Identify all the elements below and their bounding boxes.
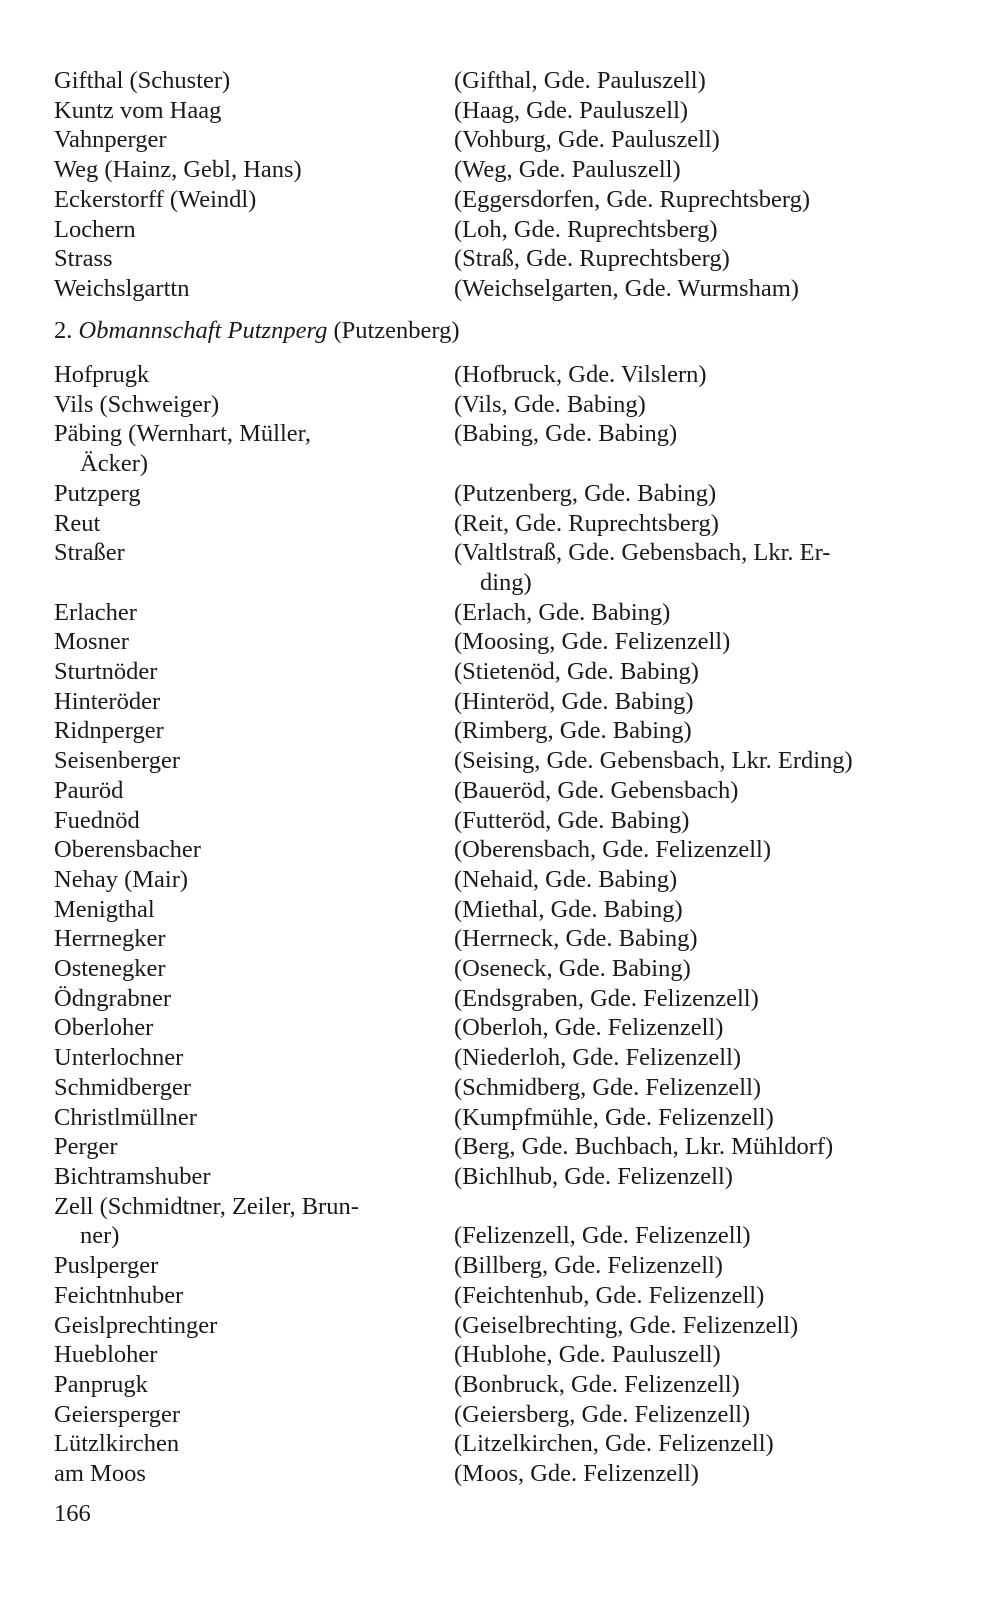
place-name: (Miethal, Gde. Babing): [454, 895, 683, 923]
owner-name: Oberloher: [54, 1014, 154, 1042]
place-name: (Oseneck, Gde. Babing): [454, 955, 691, 983]
section2-list: [54, 360, 934, 1489]
list-item: [54, 244, 934, 274]
list-item: [54, 1311, 934, 1341]
owner-name: Lochern: [54, 215, 136, 243]
place-name: (Gifthal, Gde. Pauluszell): [454, 67, 706, 94]
list-item: [54, 390, 934, 420]
owner-name: Sturtnöder: [54, 658, 158, 686]
place-name: (Bonbruck, Gde. Felizenzell): [454, 1370, 740, 1398]
owner-name: Kuntz vom Haag: [54, 96, 222, 124]
place-name: (Putzenberg, Gde. Babing): [454, 479, 717, 507]
list-item: [54, 984, 934, 1014]
list-item: [54, 657, 934, 687]
place-name-continuation: ding): [480, 568, 532, 596]
place-name: (Oberensbach, Gde. Felizenzell): [454, 836, 771, 864]
owner-name: Putzperg: [54, 479, 141, 507]
place-name: (Geiersberg, Gde. Felizenzell): [454, 1400, 751, 1428]
list-item: [54, 1400, 934, 1430]
list-item: [54, 538, 934, 597]
list-item: [54, 1013, 934, 1043]
list-item: [54, 1192, 934, 1251]
list-item: [54, 125, 934, 155]
place-name: (Niederloh, Gde. Felizenzell): [454, 1044, 742, 1072]
place-name: (Vils, Gde. Babing): [454, 390, 646, 418]
owner-name: Gifthal (Schuster): [54, 67, 231, 94]
owner-name-line: Zell (Schmidtner, Zeiler, Brun-: [54, 1192, 359, 1220]
place-name: (Schmidberg, Gde. Felizenzell): [454, 1073, 762, 1101]
place-name: (Hofbruck, Gde. Vilslern): [454, 361, 707, 388]
owner-name: Erlacher: [54, 598, 137, 626]
owner-name: Geiersperger: [54, 1400, 181, 1428]
owner-name: Fuednöd: [54, 806, 140, 834]
list-item: [54, 598, 934, 628]
owner-name: [54, 419, 454, 478]
place-name: (Endsgraben, Gde. Felizenzell): [454, 984, 759, 1012]
owner-name: Unterlochner: [54, 1044, 184, 1072]
list-item: [54, 924, 934, 954]
place-name: (Erlach, Gde. Babing): [454, 598, 671, 626]
owner-name: Lützlkirchen: [54, 1430, 180, 1458]
list-item: [54, 96, 934, 126]
list-item: [54, 274, 934, 304]
list-item: [54, 1340, 934, 1370]
owner-name-continuation: ner): [80, 1222, 120, 1250]
place-name: (Loh, Gde. Ruprechtsberg): [454, 215, 718, 243]
section-subtitle: (Putzenberg): [333, 317, 460, 344]
list-item: [54, 360, 934, 390]
section-number: 2.: [54, 317, 73, 344]
list-item: [54, 835, 934, 865]
section-heading: [54, 316, 460, 346]
owner-name: Strass: [54, 245, 113, 273]
list-item: [54, 1281, 934, 1311]
list-item: [54, 479, 934, 509]
list-item: [54, 716, 934, 746]
list-item: [54, 509, 934, 539]
place-name: (Hublohe, Gde. Pauluszell): [454, 1341, 721, 1369]
owner-name: Feichtnhuber: [54, 1281, 184, 1309]
place-name: (Litzelkirchen, Gde. Felizenzell): [454, 1430, 774, 1458]
list-item: [54, 1043, 934, 1073]
list-item: [54, 776, 934, 806]
place-name: (Haag, Gde. Pauluszell): [454, 96, 689, 124]
place-name: (Moosing, Gde. Felizenzell): [454, 628, 731, 656]
page-number: 166: [54, 1500, 91, 1527]
place-name: (Hinteröd, Gde. Babing): [454, 687, 694, 715]
place-name: [454, 538, 934, 597]
owner-name: Vils (Schweiger): [54, 390, 220, 418]
list-item: [54, 1162, 934, 1192]
list-item: [54, 865, 934, 895]
owner-name: Puslperger: [54, 1252, 159, 1280]
list-item: [54, 806, 934, 836]
list-item: [54, 1370, 934, 1400]
section-title: Obmannschaft Putznperg: [78, 317, 328, 344]
owner-name: Huebloher: [54, 1341, 158, 1369]
owner-name-continuation: Äcker): [80, 450, 149, 478]
place-name: (Babing, Gde. Babing): [454, 420, 678, 448]
owner-name: Straßer: [54, 539, 125, 567]
place-name: (Rimberg, Gde. Babing): [454, 717, 692, 745]
owner-name: Seisenberger: [54, 747, 181, 775]
section1-list: [54, 66, 934, 304]
owner-name: Geislprechtinger: [54, 1311, 218, 1339]
list-item: [54, 66, 934, 96]
owner-name-line: Päbing (Wernhart, Müller,: [54, 420, 311, 448]
owner-name: am Moos: [54, 1460, 146, 1488]
owner-name: Ostenegker: [54, 955, 166, 983]
place-name: (Geiselbrechting, Gde. Felizenzell): [454, 1311, 799, 1339]
place-name: (Straß, Gde. Ruprechtsberg): [454, 245, 730, 273]
place-name: [454, 1192, 934, 1251]
place-name: (Stietenöd, Gde. Babing): [454, 658, 699, 686]
owner-name: Hinteröder: [54, 687, 161, 715]
place-name-line: (Valtlstraß, Gde. Gebensbach, Lkr. Er-: [454, 539, 831, 567]
list-item: [54, 1251, 934, 1281]
owner-name: Nehay (Mair): [54, 865, 189, 893]
place-name: (Nehaid, Gde. Babing): [454, 865, 678, 893]
owner-name: Schmidberger: [54, 1073, 191, 1101]
owner-name: Herrnegker: [54, 925, 166, 953]
list-item: [54, 155, 934, 185]
owner-name: Bichtramshuber: [54, 1162, 211, 1190]
list-item: [54, 895, 934, 925]
owner-name: Reut: [54, 509, 101, 537]
place-name: (Reit, Gde. Ruprechtsberg): [454, 509, 719, 537]
place-name: (Herrneck, Gde. Babing): [454, 925, 698, 953]
place-name-line: (Felizenzell, Gde. Felizenzell): [454, 1222, 751, 1250]
place-name: (Feichtenhub, Gde. Felizenzell): [454, 1281, 765, 1309]
place-name: (Moos, Gde. Felizenzell): [454, 1460, 699, 1488]
owner-name: Oberensbacher: [54, 836, 201, 864]
place-name: (Bichlhub, Gde. Felizenzell): [454, 1162, 733, 1190]
owner-name: Eckerstorff (Weindl): [54, 185, 257, 213]
list-item: [54, 215, 934, 245]
owner-name: Mosner: [54, 628, 129, 656]
list-item: [54, 954, 934, 984]
place-name: (Berg, Gde. Buchbach, Lkr. Mühldorf): [454, 1133, 834, 1161]
place-name: (Baueröd, Gde. Gebensbach): [454, 776, 739, 804]
owner-name: Weichslgarttn: [54, 274, 190, 302]
list-item: [54, 1073, 934, 1103]
place-name: (Weichselgarten, Gde. Wurmsham): [454, 274, 799, 302]
list-item: [54, 746, 934, 776]
list-item: [54, 1132, 934, 1162]
place-name: (Billberg, Gde. Felizenzell): [454, 1252, 723, 1280]
place-name: (Eggersdorfen, Gde. Ruprechtsberg): [454, 185, 811, 213]
list-item: [54, 1429, 934, 1459]
list-item: [54, 185, 934, 215]
owner-name: Ridnperger: [54, 717, 164, 745]
owner-name: Menigthal: [54, 895, 155, 923]
owner-name: Christlmüllner: [54, 1103, 197, 1131]
owner-name: Ödngrabner: [54, 984, 172, 1012]
place-name: (Kumpfmühle, Gde. Felizenzell): [454, 1103, 774, 1131]
place-name: (Oberloh, Gde. Felizenzell): [454, 1014, 724, 1042]
owner-name: Weg (Hainz, Gebl, Hans): [54, 156, 302, 184]
place-name: (Weg, Gde. Pauluszell): [454, 156, 681, 184]
owner-name: [54, 1192, 454, 1251]
list-item: [54, 687, 934, 717]
place-name: (Seising, Gde. Gebensbach, Lkr. Erding): [454, 747, 853, 775]
place-name: (Futteröd, Gde. Babing): [454, 806, 690, 834]
owner-name: Hofprugk: [54, 361, 150, 388]
owner-name: Pauröd: [54, 776, 124, 804]
list-item: [54, 627, 934, 657]
place-name: (Vohburg, Gde. Pauluszell): [454, 126, 720, 154]
list-item: [54, 419, 934, 478]
list-item: [54, 1459, 934, 1489]
list-item: [54, 1103, 934, 1133]
owner-name: Perger: [54, 1133, 118, 1161]
owner-name: Panprugk: [54, 1370, 148, 1398]
owner-name: Vahnperger: [54, 126, 167, 154]
